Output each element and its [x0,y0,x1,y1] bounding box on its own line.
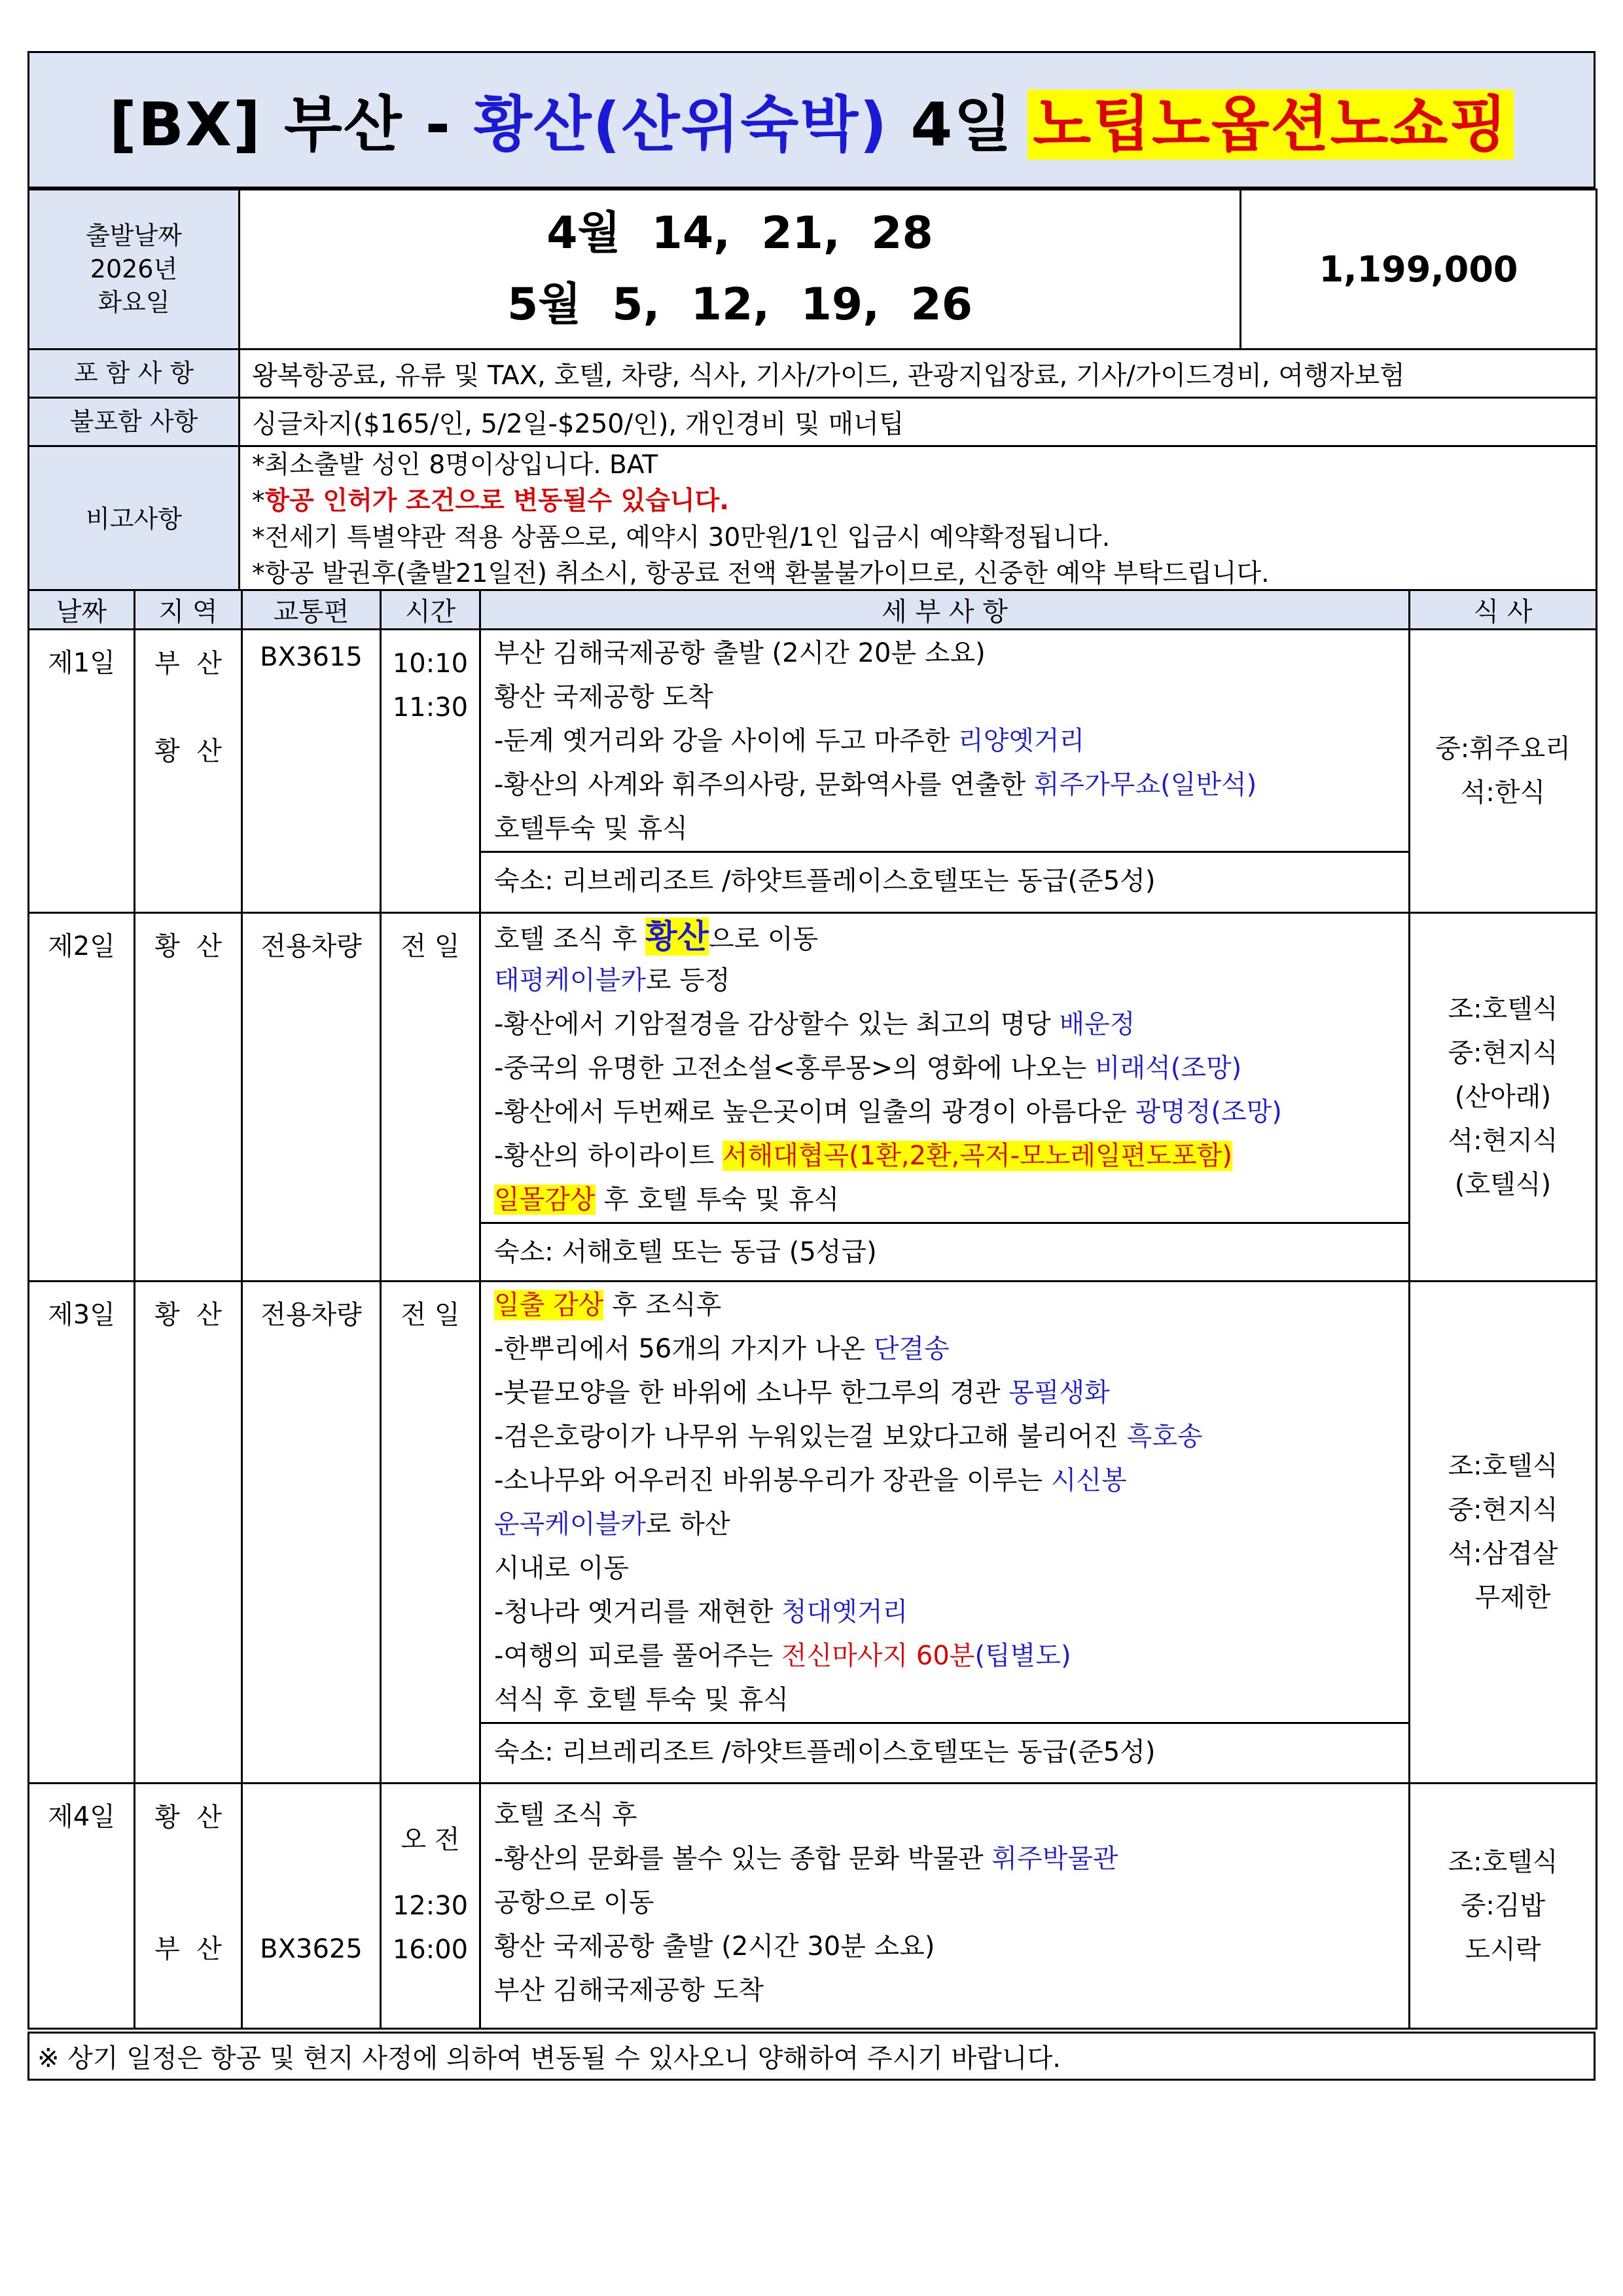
dates-april: 4월 14, 21, 28 [546,207,933,259]
highlight-huangshan: 황산 [645,918,709,956]
itinerary-line: 호텔 조식 후 [494,1800,637,1830]
region-huangshan: 황 산 [154,1803,222,1833]
time-value: 오 전 [401,1825,460,1855]
meal-cell [1410,1282,1597,1784]
attraction-name: 비래석(조망) [1094,1053,1242,1083]
attraction-name: 리양옛거리 [957,726,1085,756]
itinerary-line: 석식 후 호텔 투숙 및 휴식 [494,1685,789,1715]
itinerary-line: -황산의 사계와 휘주의사랑, 문화역사를 연출한 휘주가무쇼(일반석) [494,770,1257,800]
info-table [27,188,1597,594]
itinerary-line: 부산 김해국제공항 도착 [494,1975,764,2005]
title-days: 4일 [888,90,1014,160]
title-prefix: [BX] 부산 - [109,90,474,160]
meal-item: 조:호텔식 [1448,1451,1558,1481]
region-busan: 부 산 [154,1934,222,1964]
attraction-name: 시신봉 [1050,1465,1127,1496]
footer-note: ※ 상기 일정은 항공 및 현지 사정에 의하여 변동될 수 있사오니 양해하여 주시기 바랍니다. [29,2033,1595,2080]
dates-may: 5월 5, 12, 19, 26 [507,278,973,331]
transport-cell [242,1784,381,2029]
included-label: 포 함 사 항 [29,350,240,398]
excluded-text: 싱글차지($165/인, 5/2일-$250/인), 개인경비 및 매너팁 [240,398,1597,446]
remark-line: *최소출발 성인 8명이상입니다. BAT [252,450,658,480]
excluded-label: 불포함 사항 [29,398,240,446]
footer-table [27,2032,1596,2081]
meal-cell [1410,913,1597,1282]
header-detail: 세 부 사 항 [480,590,1410,630]
hotel-info: 숙소: 서해호텔 또는 동급 (5성급) [481,1222,1408,1280]
itinerary-line: 공항으로 이동 [494,1888,654,1918]
day-label: 제1일 [29,630,135,913]
remark-line: *항공 발권후(출발21일전) 취소시, 항공료 전액 환불불가이므로, 신중한 예약 부탁드립니다. [252,559,1270,589]
remark-warning: 항공 인허가 조건으로 변동될수 있습니다. [264,486,730,516]
day-label: 제4일 [29,1784,135,2029]
itinerary-line: 황산 국제공항 도착 [494,682,713,712]
day4-row [29,1784,1597,2029]
region-cell [135,1784,242,2029]
meal-cell [1410,630,1597,913]
detail-cell [480,913,1410,1282]
itinerary-line: 시내로 이동 [494,1553,629,1583]
price: 1,199,000 [1241,190,1597,350]
transport: 전용차량 [242,1282,381,1784]
header-transport: 교통편 [242,590,381,630]
time-cell [381,630,480,913]
time-value: 12:30 [392,1891,469,1921]
itinerary-line: -둔계 옛거리와 강을 사이에 두고 마주한 리양옛거리 [494,726,1085,756]
time-value: 전 일 [381,1282,480,1784]
attraction-name: 운곡케이블카 [494,1509,646,1539]
detail-cell [480,1282,1410,1784]
sunrise-highlight: 일출 감상 [494,1290,604,1320]
itinerary-line: -소나무와 어우러진 바위봉우리가 장관을 이루는 시신봉 [494,1465,1127,1496]
header-day: 날짜 [29,590,135,630]
page-title [109,90,1514,160]
attraction-name: 단결송 [873,1334,950,1364]
transport: 전용차량 [242,913,381,1282]
itinerary-line: -황산에서 두번째로 높은곳이며 일출의 광경이 아름다운 광명정(조망) [494,1097,1282,1127]
itinerary-line: 일출 감상 후 조식후 [494,1290,722,1320]
title-destination: 황산(산위숙박) [473,90,889,160]
day1-row [29,630,1597,913]
attraction-name: 태평케이블카 [494,965,646,996]
attraction-name: 청대옛거리 [781,1597,908,1627]
meal-cell [1410,1784,1597,2029]
itinerary-line: 호텔투숙 및 휴식 [494,814,688,844]
meal-item: 중:현지식 [1448,1495,1558,1525]
attraction-name: 휘주가무쇼(일반석) [1033,770,1257,800]
day-label: 제2일 [29,913,135,1282]
time-value: 16:00 [392,1935,469,1965]
itinerary-line: -붓끝모양을 한 바위에 소나무 한그루의 경관 몽필생화 [494,1378,1110,1408]
meal-item: 석:현지식 [1448,1125,1558,1156]
meal-item: (산아래) [1454,1081,1552,1112]
meal-item: 도시락 [1465,1934,1541,1965]
detail-cell [480,630,1410,913]
region-huangshan: 황 산 [135,913,242,1282]
itinerary-line: -여행의 피로를 풀어주는 전신마사지 60분(팁별도) [494,1641,1071,1671]
header-region: 지 역 [135,590,242,630]
attraction-name: 흑호송 [1126,1422,1203,1452]
detail-cell [480,1784,1410,2029]
itinerary-line: 운곡케이블카로 하산 [494,1509,730,1539]
hotel-info: 숙소: 리브레리조트 /하얏트플레이스호텔또는 동급(준5성) [481,851,1408,909]
attraction-name: 몽필생화 [1008,1378,1110,1408]
meal-item: (호텔식) [1454,1169,1552,1200]
itinerary-line: 부산 김해국제공항 출발 (2시간 20분 소요) [494,638,986,668]
itinerary-line: -검은호랑이가 나무위 누워있는걸 보았다고해 불리어진 흑호송 [494,1422,1203,1452]
meal-item: 중:김밥 [1460,1890,1546,1921]
day3-row [29,1282,1597,1784]
region-cell [135,630,242,913]
region-huangshan: 황 산 [135,1282,242,1784]
header-time: 시간 [381,590,480,630]
schedule-table [27,589,1597,2030]
itinerary-line: -황산의 하이라이트 서해대협곡(1환,2환,곡저-모노레일편도포함) [494,1141,1232,1171]
tip-note: (팁별도) [974,1641,1071,1671]
included-text: 왕복항공료, 유류 및 TAX, 호텔, 차량, 식사, 기사/가이드, 관광지입장료, 기사/가이드경비, 여행자보험 [240,350,1597,398]
meal-item: 조:호텔식 [1448,994,1558,1024]
itinerary-line: -한뿌리에서 56개의 가지가 나온 단결송 [494,1334,950,1364]
meal-item: 중:휘주요리 [1435,734,1571,764]
itinerary-line: -청나라 옛거리를 재현한 청대옛거리 [494,1597,908,1627]
itinerary-line: 호텔 조식 후 황산으로 이동 [494,918,819,956]
meal-item: 석:삼겹살 [1448,1539,1558,1569]
itinerary-line: -황산의 문화를 볼수 있는 종합 문화 박물관 휘주박물관 [494,1844,1118,1874]
itinerary-line: 황산 국제공항 출발 (2시간 30분 소요) [494,1931,935,1962]
departure-label-line: 출발날짜 [86,221,182,250]
title-highlight: 노팁노옵션노쇼핑 [1027,90,1514,160]
attraction-highlight: 서해대협곡(1환,2환,곡저-모노레일편도포함) [722,1141,1232,1171]
time-value: 10:10 [392,649,469,679]
meal-item: 조:호텔식 [1448,1846,1558,1877]
schedule-header-row [29,590,1597,630]
meal-item: 석:한식 [1460,778,1546,808]
flight-number: BX3625 [260,1934,363,1964]
departure-label [29,190,240,350]
day-label: 제3일 [29,1282,135,1784]
hotel-info: 숙소: 리브레리조트 /하얏트플레이스호텔또는 동급(준5성) [481,1722,1408,1780]
flight-number: BX3615 [242,630,381,913]
massage-highlight: 전신마사지 60분 [781,1641,975,1671]
remarks-label: 비고사항 [29,446,240,594]
itinerary-line: -중국의 유명한 고전소설<홍루몽>의 영화에 나오는 비래석(조망) [494,1053,1242,1083]
itinerary-line: 일몰감상 후 호텔 투숙 및 휴식 [494,1185,840,1215]
remark-line: *전세기 특별약관 적용 상품으로, 예약시 30만원/1인 입금시 예약확정됩니다. [252,522,1111,552]
meal-item: 중:현지식 [1448,1037,1558,1068]
meal-item: 무제한 [1474,1583,1551,1613]
departure-label-line: 2026년 [90,254,178,283]
attraction-name: 광명정(조망) [1135,1097,1282,1127]
itinerary-line: 태평케이블카로 등정 [494,965,730,996]
time-value: 11:30 [392,692,469,723]
departure-label-line: 화요일 [98,288,170,317]
sunset-highlight: 일몰감상 [494,1185,596,1215]
itinerary-line: -황산에서 기암절경을 감상할수 있는 최고의 명당 배운정 [494,1009,1135,1039]
time-cell [381,1784,480,2029]
departure-dates [240,190,1241,350]
day2-row [29,913,1597,1282]
time-value: 전 일 [381,913,480,1282]
header-meal: 식 사 [1410,590,1597,630]
remarks-text [240,446,1597,594]
title-cell [29,52,1595,188]
region-huangshan: 황 산 [154,736,222,766]
attraction-name: 휘주박물관 [991,1844,1118,1874]
attraction-name: 배운정 [1059,1009,1135,1039]
region-busan: 부 산 [154,649,222,679]
remark-bullet: * [252,486,265,516]
title-table [27,51,1596,188]
remark-line [252,483,1596,519]
